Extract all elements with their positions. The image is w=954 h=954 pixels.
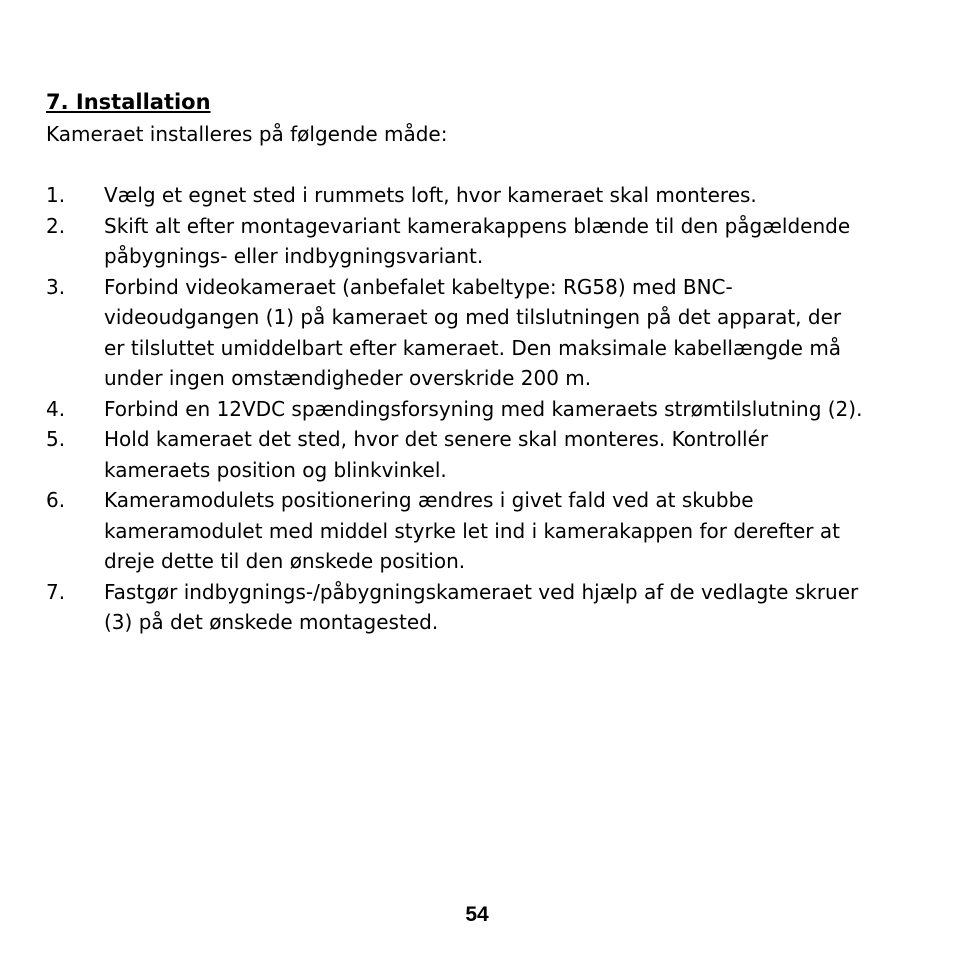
step-number: 6.: [46, 488, 66, 512]
step-text: Hold kameraet det sted, hvor det senere skal monteres. Kontrollér kameraets position og blinkvinkel.: [104, 427, 769, 482]
step-text: Forbind en 12VDC spændingsforsyning med kameraets strømtilslutning (2).: [104, 396, 863, 421]
step-number: 7.: [46, 579, 66, 604]
list-item: [46, 180, 926, 211]
step-text: Vælg et egnet sted i rummets loft, hvor kameraet skal monteres.: [104, 183, 757, 207]
step-text: Skift alt efter montagevariant kamerakappens blænde til den pågældende påbygnings- eller indbygningsvariant.: [104, 213, 851, 268]
list-item: [46, 394, 926, 425]
list-item: [46, 577, 926, 638]
section-intro: Kameraet installeres på følgende måde:: [46, 122, 448, 146]
step-text: Kameramodulets positionering ændres i givet fald ved at skubbe kameramodulet med middel styrke let ind i kamerakappen for derefter at dreje dette til den ønskede position.: [104, 488, 840, 573]
step-text: Forbind videokameraet (anbefalet kabeltype: RG58) med BNC- videoudgangen (1) på kameraet og med tilslutningen på det apparat, der er tilsluttet umiddelbart efter kameraet. Den maksimale kabellængde må under ingen omstændigheder overskride 200 m.: [104, 274, 842, 390]
section-heading: 7. Installation: [46, 90, 211, 114]
list-item: [46, 424, 926, 485]
list-item: [46, 211, 926, 272]
step-number: 2.: [46, 213, 66, 238]
step-number: 4.: [46, 396, 66, 421]
page-number: 54: [465, 903, 489, 926]
list-item: [46, 272, 926, 394]
list-item: [46, 485, 926, 577]
step-text: Fastgør indbygnings-/påbygningskameraet ved hjælp af de vedlagte skruer (3) på det ønskede montagested.: [104, 579, 859, 634]
step-number: 5.: [46, 427, 66, 451]
installation-steps-list: [46, 180, 926, 638]
step-number: 3.: [46, 274, 66, 299]
step-number: 1.: [46, 183, 66, 207]
